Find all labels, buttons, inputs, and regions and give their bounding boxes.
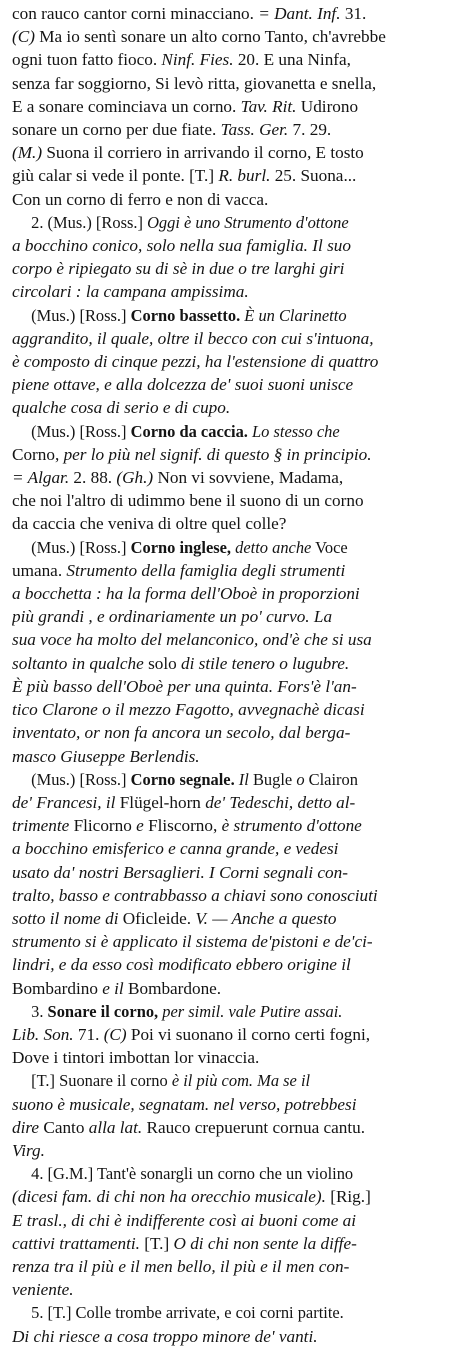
headword: Corno inglese, [130, 537, 232, 557]
text-line [12, 1162, 447, 1185]
body-text: 4. [G.M.] Tant'è sonargli un corno che un violino [31, 1164, 354, 1184]
body-text: che noi l'altro di udimmo bene il suono di un corno [12, 491, 364, 511]
body-text: 71. [73, 1024, 104, 1044]
italic-text: Il [234, 769, 249, 789]
text-line [12, 234, 467, 257]
italic-text: trimente [12, 816, 70, 836]
italic-text: Virg. [12, 1140, 45, 1160]
text-line [12, 48, 467, 71]
italic-text: Lo stesso che [247, 421, 340, 441]
headword: Corno da caccia. [130, 421, 248, 441]
body-text: 7. 29. [288, 120, 332, 140]
italic-text: di stile tenero o lugubre. [181, 653, 350, 673]
italic-text: E trasl., di chi è indifferente così ai buoni come ai [12, 1210, 357, 1230]
italic-text: È un Clarinetto [240, 305, 347, 325]
text-line [12, 25, 467, 48]
text-line [12, 2, 467, 25]
italic-text: tico Clarone o il mezzo Fagotto, avvegnachè dicasi [12, 700, 365, 720]
body-text: 3. [31, 1001, 48, 1021]
italic-text: è strumento d'ottone [221, 816, 362, 836]
body-text: sonare un corno per due fiate. [12, 120, 221, 140]
text-line [12, 373, 467, 396]
italic-text: corpo è ripiegato su di sè in due o tre larghi giri [12, 259, 345, 279]
body-text: Con un corno di ferro e non di vacca. [12, 189, 269, 209]
body-text: 2. 88. [69, 468, 117, 488]
text-line [12, 675, 467, 698]
italic-text: dire [12, 1117, 40, 1137]
italic-text: per lo più nel signif. di questo § in principio. [63, 444, 372, 464]
text-line [12, 1255, 467, 1278]
text-line [12, 95, 467, 118]
italic-text: masco Giuseppe Berlendis. [12, 746, 200, 766]
text-line [12, 559, 467, 582]
italic-text: sua voce ha molto del melanconico, ond'è che si usa [12, 630, 372, 650]
body-text: 31. [340, 4, 367, 23]
italic-text: suono è musicale, segnatam. nel verso, potrebbesi [12, 1094, 357, 1114]
italic-text: sotto il nome di [12, 908, 119, 928]
text-line [12, 512, 467, 535]
italic-text: e il [97, 978, 129, 998]
body-text: Udirono [296, 96, 359, 116]
italic-text: alla lat. [88, 1117, 143, 1137]
italic-text: veniente. [12, 1280, 74, 1300]
text-line [12, 953, 467, 976]
italic-text: cattivi trattamenti. [12, 1233, 140, 1253]
body-text: 20. E una Ninfa, [233, 50, 351, 70]
body-text: con rauco cantor corni minacciano. [12, 4, 259, 23]
text-line [12, 211, 447, 234]
text-line [12, 1139, 467, 1162]
body-text: Fliscorno, [143, 816, 222, 836]
body-text: Rauco crepuerunt cornua cantu. [142, 1117, 366, 1137]
text-line [12, 1093, 467, 1116]
italic-text: inventato, or non fa ancora un secolo, dal berga- [12, 723, 351, 743]
text-line [12, 582, 467, 605]
text-line [12, 1232, 467, 1255]
body-text: Bugle [248, 769, 297, 789]
text-line [12, 141, 467, 164]
body-text: (Mus.) [Ross.] [31, 769, 131, 789]
text-line [12, 466, 467, 489]
text-line [12, 837, 467, 860]
text-line [12, 652, 467, 675]
italic-text: o [296, 769, 305, 789]
text-line [12, 536, 447, 559]
body-text: 5. [T.] Colle trombe arrivate, e coi corni partite. [31, 1303, 344, 1323]
italic-text: più grandi , e ordinariamente un po' curvo. La [12, 607, 333, 627]
text-line [12, 1209, 467, 1232]
body-text: ogni tuon fatto fioco. [12, 50, 162, 70]
headword: Sonare il corno, [47, 1001, 159, 1021]
text-line [12, 188, 467, 211]
body-text: umana. [12, 560, 67, 580]
italic-text: Oggi è uno Strumento d'ottone [147, 212, 349, 232]
text-line [12, 1023, 467, 1046]
body-text: [Rig.] [325, 1187, 371, 1207]
italic-text: V. — Anche a questo [195, 908, 337, 928]
body-text: Suona il corriero in arrivando il corno, E tosto [42, 143, 364, 163]
text-line [12, 861, 467, 884]
body-text: Bombardino [12, 978, 98, 998]
text-line [12, 721, 467, 744]
body-text: Ma io sentì sonare un alto corno Tanto, ch'avrebbe [34, 27, 386, 47]
text-line [12, 350, 467, 373]
text-line [12, 280, 467, 303]
italic-text: (M.) [12, 143, 43, 163]
italic-text: soltanto in qualche [12, 653, 144, 673]
text-line [12, 396, 467, 419]
text-line [12, 118, 467, 141]
italic-text: è composto di cinque pezzi, ha l'estensione di quattro [12, 352, 379, 372]
italic-text: è il più com. Ma se il [171, 1071, 311, 1091]
italic-text: Tass. Ger. [220, 120, 289, 140]
body-text: E a sonare cominciava un corno. [12, 96, 241, 116]
text-line [12, 605, 467, 628]
text-line [12, 930, 467, 953]
italic-text: Di chi riesce a cosa troppo minore de' vanti. [12, 1326, 318, 1346]
text-line [12, 1000, 447, 1023]
italic-text: aggrandito, il quale, oltre il becco con cui s'intuona, [12, 328, 374, 348]
text-line [12, 791, 467, 814]
body-text: Corno, [12, 444, 64, 464]
italic-text: de' Tedeschi, detto al- [205, 792, 356, 812]
italic-text: È più basso dell'Oboè per una quinta. Fors'è l'an- [12, 676, 357, 696]
body-text: Poi vi suonano il corno certi fogni, [126, 1024, 371, 1044]
italic-text: usato da' nostri Bersaglieri. I Corni segnali con- [12, 862, 348, 882]
body-text: Voce [311, 537, 348, 557]
text-line [12, 907, 467, 930]
text-line [12, 814, 467, 837]
body-text: Flicorno [69, 816, 137, 836]
text-line [12, 420, 447, 443]
italic-text: circolari : la campana ampissima. [12, 282, 249, 302]
italic-text: (Gh.) [116, 468, 154, 488]
body-text: solo [143, 653, 182, 673]
text-line [12, 443, 467, 466]
body-text: Canto [39, 1117, 89, 1137]
text-line [12, 327, 467, 350]
body-text: [T.] Suonare il corno [31, 1071, 172, 1091]
italic-text: e [136, 816, 144, 836]
body-text: Oficleide. [118, 908, 196, 928]
italic-text: Ninf. Fies. [161, 50, 234, 70]
text-line [12, 768, 447, 791]
italic-text: piene ottave, e alla dolcezza de' suoi suoni unisce [12, 375, 354, 395]
text-line [12, 628, 467, 651]
body-text: [T.] [139, 1233, 174, 1253]
italic-text: = Dant. Inf. [258, 4, 341, 23]
italic-text: de' Francesi, il [12, 792, 116, 812]
italic-text: Tav. Rit. [240, 96, 297, 116]
italic-text: a bocchetta : ha la forma dell'Oboè in proporzioni [12, 584, 360, 604]
italic-text: O di chi non sente la diffe- [173, 1233, 357, 1253]
body-text: Flügel-horn [115, 792, 206, 812]
italic-text: strumento si è applicato il sistema de'pistoni e de'ci- [12, 932, 373, 952]
body-text: da caccia che veniva di oltre quel colle? [12, 514, 287, 534]
italic-text: = Algar. [12, 468, 70, 488]
body-text: Bombardone. [128, 978, 222, 998]
italic-text: R. burl. [218, 166, 271, 186]
text-line [12, 1046, 467, 1069]
body-text: Clairon [304, 769, 358, 789]
text-line [12, 72, 467, 95]
body-text: 2. (Mus.) [Ross.] [31, 212, 148, 232]
italic-text: a bocchino emisferico e canna grande, e vedesi [12, 839, 339, 859]
body-text: (Mus.) [Ross.] [31, 421, 131, 441]
italic-text: a bocchino conico, solo nella sua famiglia. Il suo [12, 236, 351, 256]
body-text: senza far soggiorno, Si levò ritta, giovanetta e snella, [12, 73, 377, 93]
text-line [12, 257, 467, 280]
text-line [12, 1278, 467, 1301]
text-line [12, 884, 467, 907]
text-line [12, 164, 467, 187]
italic-text: per simil. vale Putire assai. [158, 1001, 343, 1021]
body-text: Non vi sovviene, Madama, [153, 468, 344, 488]
text-line [12, 1185, 467, 1208]
text-line [12, 977, 467, 1000]
text-line [12, 489, 467, 512]
text-line [12, 698, 467, 721]
text-line [12, 1301, 447, 1324]
italic-text: Strumento della famiglia degli strumenti [66, 560, 346, 580]
italic-text: detto anche [231, 537, 312, 557]
italic-text: (C) [103, 1024, 127, 1044]
text-line [12, 1069, 447, 1092]
italic-text: renza tra il più e il men bello, il più e il men con- [12, 1256, 350, 1276]
italic-text: lindri, e da esso così modificato ebbero origine il [12, 955, 351, 975]
text-line [12, 304, 447, 327]
italic-text: (C) [12, 27, 35, 47]
headword: Corno segnale. [130, 769, 235, 789]
italic-text: (dicesi fam. di chi non ha orecchio musicale). [12, 1187, 326, 1207]
italic-text: tralto, basso e contrabbasso a chiavi sono conosciuti [12, 885, 378, 905]
body-text: (Mus.) [Ross.] [31, 537, 131, 557]
text-line [12, 745, 467, 768]
body-text: (Mus.) [Ross.] [31, 305, 131, 325]
body-text: Dove i tintori imbottan lor vinaccia. [12, 1048, 260, 1068]
body-text: 25. Suona... [270, 166, 357, 186]
headword: Corno bassetto. [130, 305, 241, 325]
text-line [12, 1325, 467, 1348]
text-line [12, 1116, 467, 1139]
body-text: giù calar si vede il ponte. [T.] [12, 166, 219, 186]
italic-text: Lib. Son. [12, 1024, 74, 1044]
italic-text: qualche cosa di serio e di cupo. [12, 398, 231, 418]
